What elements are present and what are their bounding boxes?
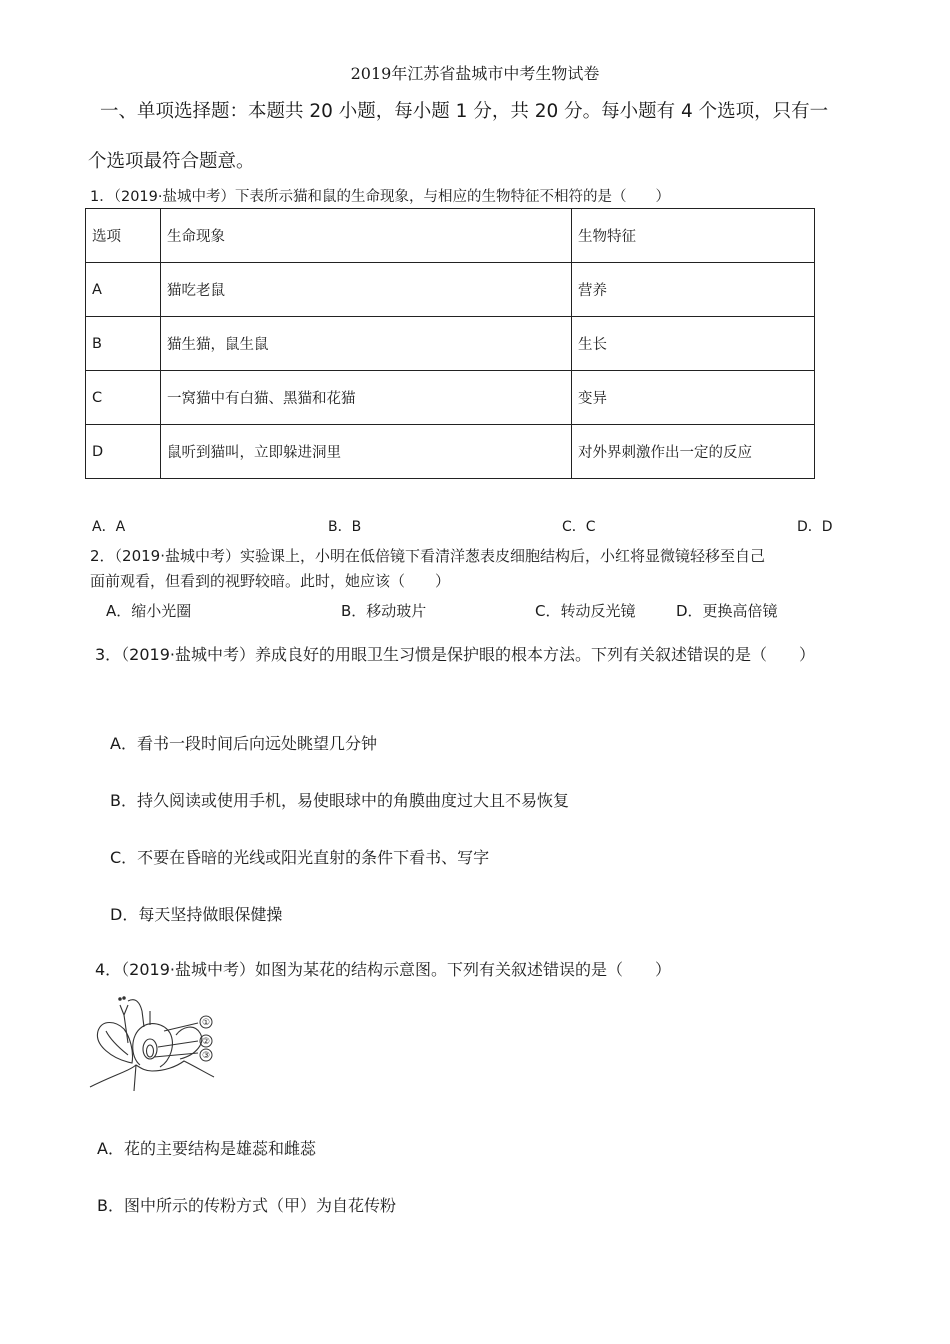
question-3-option-c[interactable]: C．不要在昏暗的光线或阳光直射的条件下看书、写字 xyxy=(110,848,490,867)
question-1-option-b[interactable]: B．B xyxy=(328,519,362,535)
table-cell: 猫生猫，鼠生鼠 xyxy=(161,317,572,371)
question-2-option-a[interactable]: A．缩小光圈 xyxy=(106,602,192,620)
section-heading-line2: 个选项最符合题意。 xyxy=(88,151,255,172)
table-row xyxy=(86,263,815,317)
question-2-option-d[interactable]: D．更换高倍镜 xyxy=(676,602,778,620)
question-1-option-c[interactable]: C．C xyxy=(562,519,596,535)
table-cell: B xyxy=(86,317,161,371)
figure-label-1: ① xyxy=(201,1018,211,1028)
figure-label-3: ③ xyxy=(201,1051,211,1061)
table-cell: 营养 xyxy=(572,263,815,317)
question-4-stem: 4．（2019·盐城中考）如图为某花的结构示意图。下列有关叙述错误的是（ ） xyxy=(95,960,671,979)
question-3-option-a[interactable]: A．看书一段时间后向远处眺望几分钟 xyxy=(110,734,377,753)
question-2-option-b[interactable]: B．移动玻片 xyxy=(341,602,427,620)
table-cell: 生长 xyxy=(572,317,815,371)
question-3-stem: 3．（2019·盐城中考）养成良好的用眼卫生习惯是保护眼的根本方法。下列有关叙述错误的是（ ） xyxy=(95,645,815,664)
question-3-option-b[interactable]: B．持久阅读或使用手机，易使眼球中的角膜曲度过大且不易恢复 xyxy=(110,791,569,810)
table-cell: C xyxy=(86,371,161,425)
table-cell: A xyxy=(86,263,161,317)
table-cell: 猫吃老鼠 xyxy=(161,263,572,317)
table-cell: D xyxy=(86,425,161,479)
table-header-cell: 生命现象 xyxy=(161,209,572,263)
question-1-table xyxy=(85,208,815,479)
flower-structure-diagram xyxy=(84,995,220,1093)
question-3-option-d[interactable]: D．每天坚持做眼保健操 xyxy=(110,905,283,924)
table-row xyxy=(86,425,815,479)
question-1-option-a[interactable]: A．A xyxy=(92,519,126,535)
page-title: 2019年江苏省盐城市中考生物试卷 xyxy=(350,64,600,83)
table-cell: 一窝猫中有白猫、黑猫和花猫 xyxy=(161,371,572,425)
table-cell: 对外界刺激作出一定的反应 xyxy=(572,425,815,479)
question-2-stem-line2: 面前观看，但看到的视野较暗。此时，她应该（ ） xyxy=(90,572,451,590)
question-2-option-c[interactable]: C．转动反光镜 xyxy=(535,602,636,620)
question-2-stem-line1: 2．（2019·盐城中考）实验课上，小明在低倍镜下看清洋葱表皮细胞结构后，小红将显微镜轻移至自己 xyxy=(90,547,765,565)
table-row xyxy=(86,317,815,371)
question-1-option-d[interactable]: D．D xyxy=(797,519,833,535)
table-header-row xyxy=(86,209,815,263)
table-row xyxy=(86,371,815,425)
table-header-cell: 生物特征 xyxy=(572,209,815,263)
table-cell: 变异 xyxy=(572,371,815,425)
question-1-stem: 1．（2019·盐城中考）下表所示猫和鼠的生命现象，与相应的生物特征不相符的是（ ） xyxy=(90,189,670,205)
figure-label-2: ② xyxy=(201,1037,211,1047)
table-cell: 鼠听到猫叫，立即躲进洞里 xyxy=(161,425,572,479)
section-heading-line1: 一、单项选择题：本题共 20 小题，每小题 1 分，共 20 分。每小题有 4 个选项，只有一 xyxy=(100,101,829,122)
question-4-option-b[interactable]: B．图中所示的传粉方式（甲）为自花传粉 xyxy=(97,1196,396,1215)
question-4-option-a[interactable]: A．花的主要结构是雄蕊和雌蕊 xyxy=(97,1139,316,1158)
table-header-cell: 选项 xyxy=(86,209,161,263)
